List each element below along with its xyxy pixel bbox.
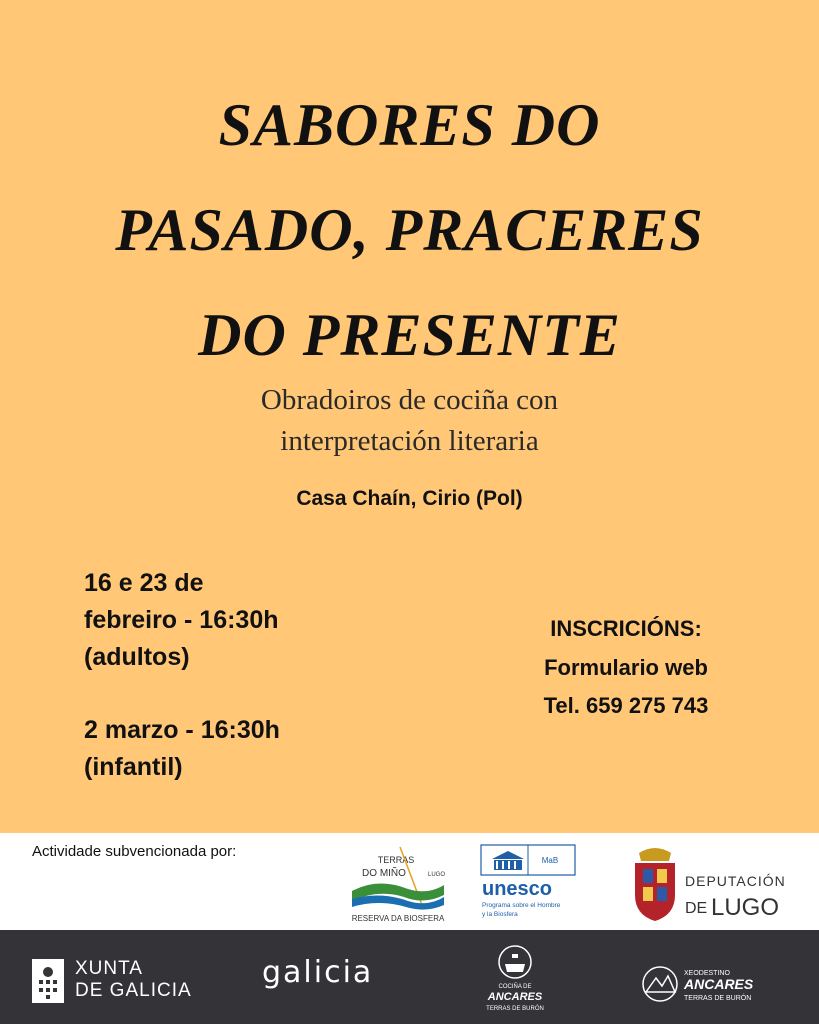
terras-line-1: TERRAS: [377, 855, 415, 865]
galicia-logo: galicia: [262, 955, 374, 990]
unesco-program-1: Programa sobre el Hombre: [482, 902, 561, 909]
coat-of-arms-icon: [635, 863, 675, 921]
xunta-line-2: DE GALICIA: [75, 980, 192, 1001]
deputacion-lugo-logo: [625, 843, 795, 925]
deputacion-line-1: DEPUTACIÓN: [685, 873, 786, 889]
terras-do-mino-logo: [338, 843, 458, 925]
deputacion-de: DE: [685, 900, 708, 917]
kids-dates-line-2: (infantil): [84, 753, 183, 781]
crown-icon: [639, 848, 671, 861]
venue: Casa Chaín, Cirio (Pol): [296, 487, 523, 510]
terras-lugo: LUGO: [428, 872, 446, 878]
inscriptions-heading: INSCRICIÓNS:: [550, 616, 702, 641]
title-line-1: SABORES DO: [218, 92, 601, 158]
cocina-ancares-logo: [472, 942, 558, 1016]
unesco-mab: MaB: [541, 856, 559, 865]
terras-line-2: DO MIÑO: [362, 868, 406, 879]
adult-dates: [84, 565, 279, 676]
cocina-sub: TERRAS DE BURÓN: [486, 1006, 544, 1012]
subtitle-line-2: interpretación literaria: [280, 425, 539, 457]
subtitle-line-1: Obradoiros de cociña con: [260, 384, 559, 416]
unesco-logo: [478, 843, 578, 925]
title-line-3: DO PRESENTE: [198, 302, 621, 368]
adult-dates-line-1: 16 e 23 de: [84, 569, 204, 597]
kids-dates: [84, 712, 280, 786]
cocina-main: ANCARES: [487, 991, 543, 1003]
xeodestino-top: XEODESTINO: [684, 970, 730, 977]
unesco-name: unesco: [482, 878, 553, 900]
deputacion-lugo: LUGO: [711, 894, 780, 921]
title-line-2: PASADO, PRACERES: [115, 197, 704, 263]
cocina-top: COCIÑA DE: [498, 984, 532, 990]
adult-dates-line-2: febreiro - 16:30h: [84, 606, 279, 634]
adult-dates-line-3: (adultos): [84, 643, 190, 671]
inscriptions-phone: Tel. 659 275 743: [543, 693, 709, 718]
terras-reserve: RESERVA DA BIOSFERA: [351, 914, 445, 923]
sponsor-label: Actividade subvencionada por:: [32, 843, 237, 860]
inscriptions-form-link[interactable]: Formulario web: [544, 655, 708, 680]
xunta-shield-icon: [31, 958, 65, 1004]
xeodestino-sub: TERRAS DE BURÓN: [684, 995, 752, 1002]
xeodestino-main: ANCARES: [684, 976, 754, 992]
xeodestino-ancares-logo: [640, 962, 785, 1008]
kids-dates-line-1: 2 marzo - 16:30h: [84, 716, 280, 744]
unesco-program-2: y la Biosfera: [482, 911, 518, 918]
xunta-line-1: XUNTA: [75, 958, 143, 979]
xunta-logo-text: [75, 958, 192, 1002]
pot-icon: [499, 946, 531, 978]
